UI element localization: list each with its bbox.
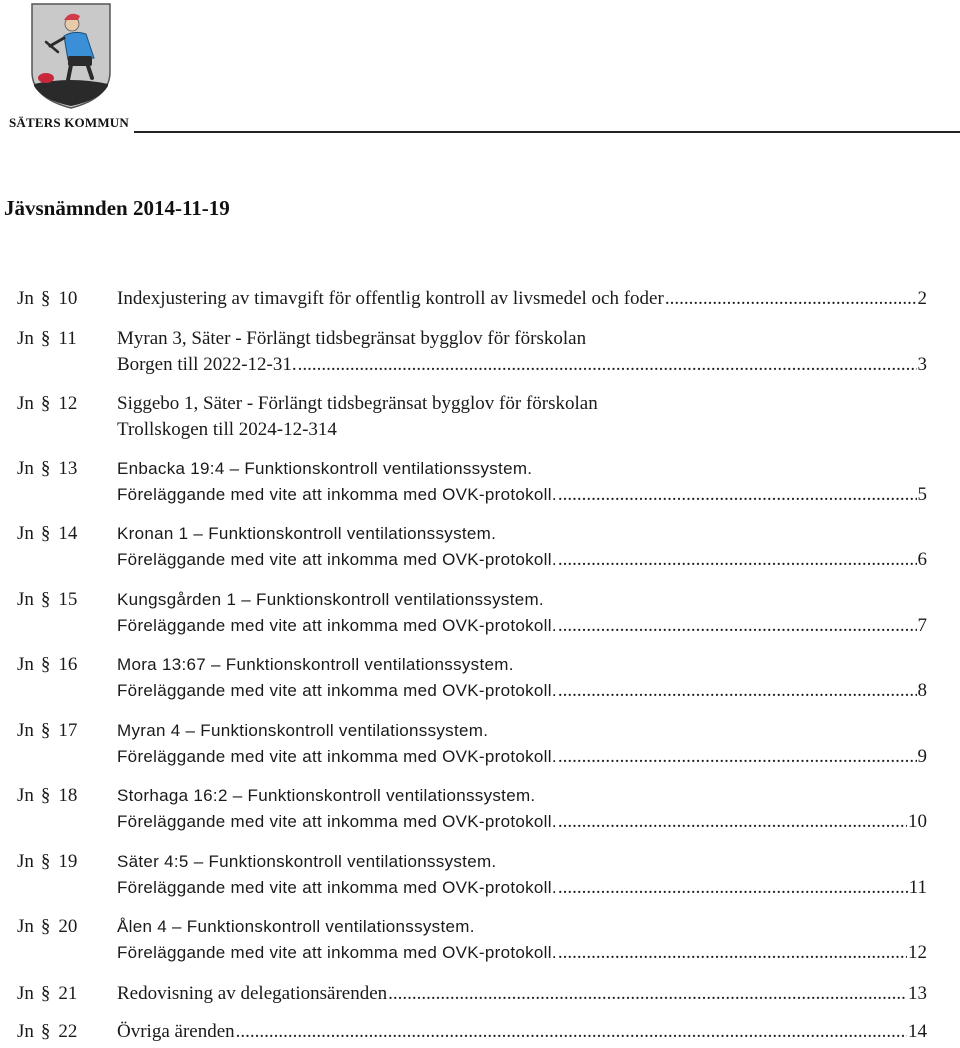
toc-entry-number: 18 <box>58 785 78 806</box>
toc-leader-dots <box>558 809 907 835</box>
toc-entry-text <box>117 521 927 573</box>
toc-entry-paragraph-ref <box>17 286 87 312</box>
toc-entry-paragraph-ref <box>17 587 87 613</box>
toc-entry-text <box>117 1019 927 1045</box>
toc-leader-dots <box>558 744 917 770</box>
toc-entry-title: Föreläggande med vite att inkomma med OVK-protokoll. <box>117 878 557 897</box>
toc-entry-title: Säter 4:5 – Funktionskontroll ventilationssystem. <box>117 852 497 871</box>
toc-leader-dots <box>298 352 917 378</box>
toc-page-number: 13 <box>908 983 927 1004</box>
toc-entry-number: 11 <box>58 328 77 349</box>
section-sign-icon: § <box>40 523 51 544</box>
toc-entry-number: 19 <box>58 851 78 872</box>
toc-entry-title: Föreläggande med vite att inkomma med OVK-protokoll. <box>117 812 557 831</box>
toc-entry-line <box>117 1019 927 1045</box>
toc-entry-paragraph-ref <box>17 1019 87 1045</box>
toc-entry-number: 12 <box>58 393 78 414</box>
toc-leader-dots <box>388 981 907 1007</box>
toc-page-number: 6 <box>917 549 927 570</box>
toc-entry-text <box>117 914 927 966</box>
toc-entry-number: 14 <box>58 523 78 544</box>
toc-entry-title: Föreläggande med vite att inkomma med OVK-protokoll. <box>117 485 557 504</box>
section-sign-icon: § <box>40 589 51 610</box>
toc-entry-title: Siggebo 1, Säter - Förlängt tidsbegränsat bygglov för förskolan <box>117 393 598 414</box>
toc-entry-line <box>117 652 927 678</box>
toc-entry-line <box>117 547 927 573</box>
toc-leader-dots <box>558 613 917 639</box>
toc-entry-title: Föreläggande med vite att inkomma med OVK-protokoll. <box>117 747 557 766</box>
toc-entry-line <box>117 417 927 443</box>
toc-entry-title: Enbacka 19:4 – Funktionskontroll ventilationssystem. <box>117 459 533 478</box>
section-sign-icon: § <box>40 654 51 675</box>
toc-page-number: 3 <box>917 354 927 375</box>
toc-entry-number: 17 <box>58 720 78 741</box>
toc-entry-number: 21 <box>58 983 78 1004</box>
toc-entry-text <box>117 326 927 378</box>
toc-entry-number: 10 <box>58 288 78 309</box>
toc-entry-number: 16 <box>58 654 78 675</box>
toc-entry-prefix: Jn <box>17 393 34 414</box>
toc-entry-line <box>117 391 927 417</box>
toc-entry-paragraph-ref <box>17 326 87 352</box>
toc-entry-paragraph-ref <box>17 849 87 875</box>
toc-entry-title: Föreläggande med vite att inkomma med OVK-protokoll. <box>117 943 557 962</box>
toc-entry-title: Föreläggande med vite att inkomma med OVK-protokoll. <box>117 616 557 635</box>
toc-entry-title: Ålen 4 – Funktionskontroll ventilationssystem. <box>117 917 475 936</box>
toc-entry-line <box>117 940 927 966</box>
toc-entry-number: 22 <box>58 1021 78 1042</box>
toc-entry-line <box>117 521 927 547</box>
toc-page-number: 5 <box>917 484 927 505</box>
toc-entry-line <box>117 981 927 1007</box>
toc-page-number: 8 <box>917 680 927 701</box>
section-sign-icon: § <box>40 458 51 479</box>
organization-name: SÄTERS KOMMUN <box>9 115 129 130</box>
toc-entry-line <box>117 718 927 744</box>
toc-leader-dots <box>558 940 907 966</box>
toc-entry-text <box>117 587 927 639</box>
toc-entry-line <box>117 613 927 639</box>
toc-leader-dots <box>665 286 917 312</box>
toc-leader-dots <box>558 875 908 901</box>
section-sign-icon: § <box>40 393 51 414</box>
toc-entry-number: 13 <box>58 458 78 479</box>
toc-entry-text <box>117 391 927 443</box>
toc-page-number: 10 <box>908 811 927 832</box>
toc-entry-text <box>117 652 927 704</box>
toc-entry-line <box>117 783 927 809</box>
toc-entry-prefix: Jn <box>17 720 34 741</box>
toc-entry-title: Redovisning av delegationsärenden <box>117 983 388 1004</box>
toc-entry-paragraph-ref <box>17 652 87 678</box>
toc-page-number: 9 <box>917 746 927 767</box>
toc-page-number: 2 <box>917 288 927 309</box>
toc-entry-title: Föreläggande med vite att inkomma med OVK-protokoll. <box>117 550 557 569</box>
toc-entry-number: 20 <box>58 916 78 937</box>
toc-entry-line <box>117 678 927 704</box>
section-sign-icon: § <box>40 851 51 872</box>
toc-entry-title: Föreläggande med vite att inkomma med OVK-protokoll. <box>117 681 557 700</box>
toc-entry-prefix: Jn <box>17 916 34 937</box>
toc-page-number: 7 <box>917 615 927 636</box>
toc-entry-line <box>117 456 927 482</box>
toc-entry-paragraph-ref <box>17 981 87 1007</box>
toc-entry-paragraph-ref <box>17 391 87 417</box>
toc-entry-text <box>117 456 927 508</box>
toc-leader-dots <box>558 678 917 704</box>
municipal-coat-of-arms-icon <box>28 2 114 110</box>
toc-entry-line <box>117 352 927 378</box>
section-sign-icon: § <box>40 916 51 937</box>
toc-entry-prefix: Jn <box>17 983 34 1004</box>
toc-entry-paragraph-ref <box>17 456 87 482</box>
toc-entry-paragraph-ref <box>17 521 87 547</box>
toc-entry-line <box>117 286 927 312</box>
toc-entry-title: Kungsgården 1 – Funktionskontroll ventilationssystem. <box>117 590 544 609</box>
toc-entry-line <box>117 849 927 875</box>
toc-entry-title: Indexjustering av timavgift för offentlig kontroll av livsmedel och foder <box>117 288 664 309</box>
toc-entry-line <box>117 482 927 508</box>
section-sign-icon: § <box>40 1021 51 1042</box>
toc-entry-title: Kronan 1 – Funktionskontroll ventilationssystem. <box>117 524 497 543</box>
toc-entry-prefix: Jn <box>17 458 34 479</box>
toc-entry-paragraph-ref <box>17 718 87 744</box>
toc-entry-title: Myran 3, Säter - Förlängt tidsbegränsat bygglov för förskolan <box>117 328 587 349</box>
toc-entry-prefix: Jn <box>17 523 34 544</box>
toc-entry-title: Myran 4 – Funktionskontroll ventilationssystem. <box>117 721 489 740</box>
toc-leader-dots <box>558 482 917 508</box>
toc-entry-paragraph-ref <box>17 914 87 940</box>
toc-entry-paragraph-ref <box>17 783 87 809</box>
toc-entry-line <box>117 744 927 770</box>
section-sign-icon: § <box>40 288 51 309</box>
toc-entry-title: Trollskogen till 2024-12-314 <box>117 419 337 440</box>
toc-entry-number: 15 <box>58 589 78 610</box>
header-divider <box>134 131 960 133</box>
document-title: Jävsnämnden 2014-11-19 <box>4 196 230 220</box>
toc-entry-prefix: Jn <box>17 1021 34 1042</box>
section-sign-icon: § <box>40 785 51 806</box>
section-sign-icon: § <box>40 328 51 349</box>
toc-entry-prefix: Jn <box>17 851 34 872</box>
toc-page-number: 14 <box>908 1021 927 1042</box>
toc-entry-line <box>117 875 927 901</box>
section-sign-icon: § <box>40 983 51 1004</box>
toc-entry-title: Storhaga 16:2 – Funktionskontroll ventilationssystem. <box>117 786 536 805</box>
toc-entry-line <box>117 326 927 352</box>
toc-entry-text <box>117 783 927 835</box>
toc-entry-line <box>117 809 927 835</box>
toc-entry-prefix: Jn <box>17 589 34 610</box>
toc-entry-prefix: Jn <box>17 328 34 349</box>
toc-entry-line <box>117 914 927 940</box>
toc-entry-text <box>117 981 927 1007</box>
toc-entry-text <box>117 286 927 312</box>
toc-entry-text <box>117 718 927 770</box>
toc-entry-title: Mora 13:67 – Funktionskontroll ventilationssystem. <box>117 655 514 674</box>
toc-page-number: 11 <box>908 877 927 898</box>
section-sign-icon: § <box>40 720 51 741</box>
toc-leader-dots <box>558 547 917 573</box>
toc-entry-text <box>117 849 927 901</box>
toc-entry-prefix: Jn <box>17 785 34 806</box>
toc-entry-title: Borgen till 2022-12-31. <box>117 354 297 375</box>
toc-entry-line <box>117 587 927 613</box>
toc-entry-prefix: Jn <box>17 654 34 675</box>
toc-leader-dots <box>236 1019 907 1045</box>
toc-page-number: 12 <box>908 942 927 963</box>
document-header <box>0 0 960 134</box>
toc-entry-title: Övriga ärenden <box>117 1021 235 1042</box>
toc-entry-prefix: Jn <box>17 288 34 309</box>
